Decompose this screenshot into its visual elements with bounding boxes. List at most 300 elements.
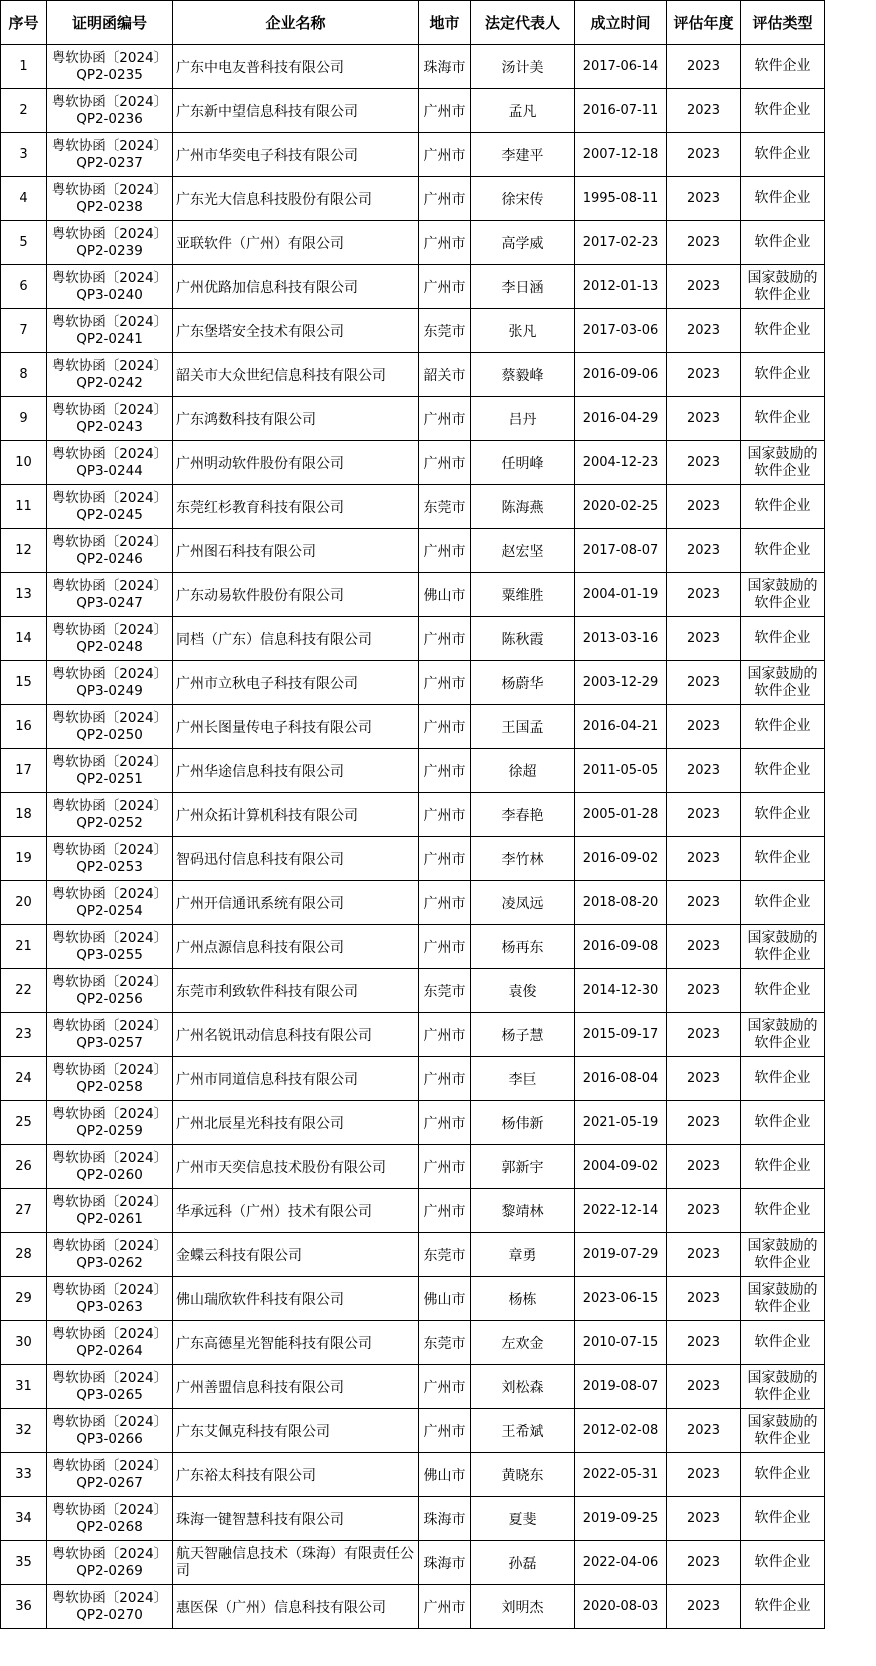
cell-city: 广州市: [419, 397, 471, 441]
table-row: [1, 1365, 825, 1409]
eval-type-line-1: 软件企业: [754, 542, 811, 558]
cell-eval-year: 2023: [667, 133, 741, 177]
cell-letter-number: [47, 749, 173, 793]
eval-type-line-2: 软件企业: [754, 946, 811, 963]
cell-city: 广州市: [419, 89, 471, 133]
cell-eval-year: 2023: [667, 925, 741, 969]
cell-city: 广州市: [419, 441, 471, 485]
cell-index: 1: [1, 45, 47, 89]
cell-letter-number: [47, 309, 173, 353]
cell-eval-type: [741, 353, 825, 397]
letter-number-prefix: 粤软协函〔2024〕: [51, 841, 168, 858]
cell-company-name: 广州善盟信息科技有限公司: [173, 1365, 419, 1409]
cell-city: 东莞市: [419, 309, 471, 353]
cell-city: 佛山市: [419, 1453, 471, 1497]
table-header-row: [1, 1, 825, 45]
cell-company-name: 东莞红杉教育科技有限公司: [173, 485, 419, 529]
eval-type-line-1: 软件企业: [754, 1114, 811, 1130]
cell-city: 广州市: [419, 705, 471, 749]
cell-founded-date: 2016-04-21: [575, 705, 667, 749]
eval-type-line-1: 软件企业: [754, 718, 811, 734]
cell-founded-date: 2016-09-06: [575, 353, 667, 397]
eval-type-line-2: 软件企业: [754, 594, 811, 611]
cell-eval-year: 2023: [667, 353, 741, 397]
cell-letter-number: [47, 1145, 173, 1189]
cell-eval-year: 2023: [667, 1101, 741, 1145]
cell-legal-rep: 陈海燕: [471, 485, 575, 529]
cell-eval-year: 2023: [667, 1145, 741, 1189]
cell-legal-rep: 黄晓东: [471, 1453, 575, 1497]
cell-city: 广州市: [419, 1057, 471, 1101]
cell-letter-number: [47, 1277, 173, 1321]
cell-eval-type: [741, 969, 825, 1013]
letter-number-code: QP2-0237: [76, 154, 143, 171]
table-row: [1, 1189, 825, 1233]
cell-index: 2: [1, 89, 47, 133]
letter-number-prefix: 粤软协函〔2024〕: [51, 1501, 168, 1518]
letter-number-code: QP2-0270: [76, 1606, 143, 1623]
cell-city: 广州市: [419, 793, 471, 837]
cell-founded-date: 2012-01-13: [575, 265, 667, 309]
letter-number-code: QP2-0258: [76, 1078, 143, 1095]
cell-index: 24: [1, 1057, 47, 1101]
letter-number-code: QP2-0238: [76, 198, 143, 215]
eval-type-line-1: 软件企业: [754, 630, 811, 646]
cell-eval-year: 2023: [667, 1189, 741, 1233]
table-row: [1, 661, 825, 705]
cell-index: 27: [1, 1189, 47, 1233]
cell-founded-date: 2017-03-06: [575, 309, 667, 353]
table-row: [1, 1057, 825, 1101]
cell-eval-year: 2023: [667, 441, 741, 485]
table-row: [1, 1101, 825, 1145]
cell-letter-number: [47, 353, 173, 397]
table-row: [1, 1585, 825, 1629]
cell-letter-number: [47, 969, 173, 1013]
cell-company-name: 华承远科（广州）技术有限公司: [173, 1189, 419, 1233]
cell-legal-rep: 李春艳: [471, 793, 575, 837]
table-row: [1, 1321, 825, 1365]
eval-type-line-1: 软件企业: [754, 894, 811, 910]
table-row: [1, 1233, 825, 1277]
cell-index: 33: [1, 1453, 47, 1497]
cell-index: 26: [1, 1145, 47, 1189]
letter-number-prefix: 粤软协函〔2024〕: [51, 1237, 168, 1254]
cell-company-name: 广州市同道信息科技有限公司: [173, 1057, 419, 1101]
cell-index: 35: [1, 1541, 47, 1585]
letter-number-code: QP3-0266: [76, 1430, 143, 1447]
letter-number-code: QP2-0243: [76, 418, 143, 435]
cell-index: 10: [1, 441, 47, 485]
cell-eval-year: 2023: [667, 1013, 741, 1057]
cell-company-name: 广州市天奕信息技术股份有限公司: [173, 1145, 419, 1189]
cell-legal-rep: 杨伟新: [471, 1101, 575, 1145]
letter-number-code: QP2-0260: [76, 1166, 143, 1183]
cell-letter-number: [47, 1233, 173, 1277]
table-row: [1, 1409, 825, 1453]
letter-number-prefix: 粤软协函〔2024〕: [51, 1281, 168, 1298]
eval-type-line-1: 软件企业: [754, 366, 811, 382]
cell-letter-number: [47, 617, 173, 661]
cell-city: 广州市: [419, 749, 471, 793]
letter-number-prefix: 粤软协函〔2024〕: [51, 225, 168, 242]
eval-type-line-2: 软件企业: [754, 1386, 811, 1403]
cell-eval-type: [741, 925, 825, 969]
cell-legal-rep: 徐超: [471, 749, 575, 793]
cell-company-name: 广东中电友普科技有限公司: [173, 45, 419, 89]
letter-number-prefix: 粤软协函〔2024〕: [51, 489, 168, 506]
cell-legal-rep: 刘明杰: [471, 1585, 575, 1629]
cell-index: 16: [1, 705, 47, 749]
letter-number-code: QP2-0261: [76, 1210, 143, 1227]
letter-number-prefix: 粤软协函〔2024〕: [51, 313, 168, 330]
cell-founded-date: 2004-12-23: [575, 441, 667, 485]
cell-legal-rep: 郭新宇: [471, 1145, 575, 1189]
letter-number-code: QP3-0257: [76, 1034, 143, 1051]
table-row: [1, 837, 825, 881]
cell-legal-rep: 陈秋霞: [471, 617, 575, 661]
cell-company-name: 广州北辰星光科技有限公司: [173, 1101, 419, 1145]
letter-number-prefix: 粤软协函〔2024〕: [51, 137, 168, 154]
eval-type-line-1: 国家鼓励的: [747, 577, 818, 594]
letter-number-prefix: 粤软协函〔2024〕: [51, 621, 168, 638]
cell-legal-rep: 杨栋: [471, 1277, 575, 1321]
letter-number-prefix: 粤软协函〔2024〕: [51, 1149, 168, 1166]
cell-company-name: 同档（广东）信息科技有限公司: [173, 617, 419, 661]
cell-company-name: 广州开信通讯系统有限公司: [173, 881, 419, 925]
letter-number-code: QP2-0251: [76, 770, 143, 787]
eval-type-line-1: 软件企业: [754, 146, 811, 162]
cell-eval-year: 2023: [667, 529, 741, 573]
cell-eval-year: 2023: [667, 1321, 741, 1365]
eval-type-line-2: 软件企业: [754, 286, 811, 303]
cell-eval-year: 2023: [667, 265, 741, 309]
cell-eval-year: 2023: [667, 749, 741, 793]
letter-number-code: QP2-0239: [76, 242, 143, 259]
eval-type-line-1: 软件企业: [754, 1158, 811, 1174]
cell-founded-date: 2004-09-02: [575, 1145, 667, 1189]
header-index: 序号: [1, 1, 47, 45]
cell-eval-type: [741, 1013, 825, 1057]
cell-city: 广州市: [419, 1013, 471, 1057]
cell-index: 8: [1, 353, 47, 397]
cell-legal-rep: 赵宏坚: [471, 529, 575, 573]
letter-number-code: QP2-0241: [76, 330, 143, 347]
eval-type-line-1: 软件企业: [754, 850, 811, 866]
cell-founded-date: 2011-05-05: [575, 749, 667, 793]
cell-legal-rep: 杨蔚华: [471, 661, 575, 705]
cell-eval-year: 2023: [667, 793, 741, 837]
cell-founded-date: 2019-07-29: [575, 1233, 667, 1277]
cell-legal-rep: 孙磊: [471, 1541, 575, 1585]
cell-city: 广州市: [419, 1189, 471, 1233]
cell-index: 36: [1, 1585, 47, 1629]
cell-eval-type: [741, 837, 825, 881]
cell-letter-number: [47, 1365, 173, 1409]
cell-index: 3: [1, 133, 47, 177]
letter-number-prefix: 粤软协函〔2024〕: [51, 709, 168, 726]
table-row: [1, 221, 825, 265]
letter-number-prefix: 粤软协函〔2024〕: [51, 93, 168, 110]
cell-index: 19: [1, 837, 47, 881]
cell-index: 5: [1, 221, 47, 265]
cell-legal-rep: 左欢金: [471, 1321, 575, 1365]
cell-company-name: 广州明动软件股份有限公司: [173, 441, 419, 485]
letter-number-prefix: 粤软协函〔2024〕: [51, 1325, 168, 1342]
cell-legal-rep: 李日涵: [471, 265, 575, 309]
eval-type-line-1: 软件企业: [754, 1070, 811, 1086]
letter-number-code: QP2-0267: [76, 1474, 143, 1491]
cell-letter-number: [47, 837, 173, 881]
cell-legal-rep: 刘松森: [471, 1365, 575, 1409]
cell-city: 广州市: [419, 1145, 471, 1189]
cell-legal-rep: 李巨: [471, 1057, 575, 1101]
cell-company-name: 广东新中望信息科技有限公司: [173, 89, 419, 133]
cell-company-name: 惠医保（广州）信息科技有限公司: [173, 1585, 419, 1629]
cell-letter-number: [47, 1497, 173, 1541]
cell-company-name: 广东裕太科技有限公司: [173, 1453, 419, 1497]
table-row: [1, 1541, 825, 1585]
cell-eval-year: 2023: [667, 881, 741, 925]
cell-founded-date: 2003-12-29: [575, 661, 667, 705]
cell-eval-type: [741, 397, 825, 441]
cell-eval-type: [741, 881, 825, 925]
letter-number-prefix: 粤软协函〔2024〕: [51, 929, 168, 946]
cell-letter-number: [47, 529, 173, 573]
cell-city: 韶关市: [419, 353, 471, 397]
table-row: [1, 485, 825, 529]
cell-founded-date: 2017-06-14: [575, 45, 667, 89]
letter-number-code: QP3-0240: [76, 286, 143, 303]
cell-index: 17: [1, 749, 47, 793]
letter-number-code: QP2-0235: [76, 66, 143, 83]
eval-type-line-1: 软件企业: [754, 762, 811, 778]
cell-company-name: 智码迅付信息科技有限公司: [173, 837, 419, 881]
cell-eval-year: 2023: [667, 1409, 741, 1453]
letter-number-code: QP2-0245: [76, 506, 143, 523]
letter-number-prefix: 粤软协函〔2024〕: [51, 797, 168, 814]
cell-index: 21: [1, 925, 47, 969]
eval-type-line-1: 软件企业: [754, 982, 811, 998]
letter-number-prefix: 粤软协函〔2024〕: [51, 181, 168, 198]
letter-number-code: QP2-0242: [76, 374, 143, 391]
table-row: [1, 617, 825, 661]
cell-city: 广州市: [419, 617, 471, 661]
eval-type-line-1: 国家鼓励的: [747, 1017, 818, 1034]
cell-company-name: 韶关市大众世纪信息科技有限公司: [173, 353, 419, 397]
eval-type-line-1: 软件企业: [754, 1510, 811, 1526]
cell-founded-date: 2005-01-28: [575, 793, 667, 837]
cell-eval-year: 2023: [667, 705, 741, 749]
cell-letter-number: [47, 1541, 173, 1585]
cell-eval-type: [741, 1057, 825, 1101]
table-row: [1, 1453, 825, 1497]
cell-eval-type: [741, 441, 825, 485]
cell-founded-date: 2016-07-11: [575, 89, 667, 133]
cell-eval-type: [741, 1145, 825, 1189]
cell-founded-date: 2014-12-30: [575, 969, 667, 1013]
cell-legal-rep: 任明峰: [471, 441, 575, 485]
header-eval-type: 评估类型: [741, 1, 825, 45]
letter-number-prefix: 粤软协函〔2024〕: [51, 269, 168, 286]
cell-eval-year: 2023: [667, 221, 741, 265]
letter-number-prefix: 粤软协函〔2024〕: [51, 401, 168, 418]
cell-founded-date: 2007-12-18: [575, 133, 667, 177]
cell-index: 25: [1, 1101, 47, 1145]
cell-city: 东莞市: [419, 485, 471, 529]
eval-type-line-1: 软件企业: [754, 1554, 811, 1570]
cell-letter-number: [47, 1409, 173, 1453]
cell-index: 18: [1, 793, 47, 837]
header-letter-number: 证明函编号: [47, 1, 173, 45]
cell-legal-rep: 章勇: [471, 1233, 575, 1277]
cell-legal-rep: 黎靖林: [471, 1189, 575, 1233]
cell-eval-type: [741, 793, 825, 837]
cell-eval-type: [741, 485, 825, 529]
eval-type-line-1: 国家鼓励的: [747, 1413, 818, 1430]
cell-founded-date: 2013-03-16: [575, 617, 667, 661]
table-body: [1, 45, 825, 1629]
cell-founded-date: 2022-12-14: [575, 1189, 667, 1233]
cell-founded-date: 2016-04-29: [575, 397, 667, 441]
table-row: [1, 441, 825, 485]
cell-legal-rep: 吕丹: [471, 397, 575, 441]
letter-number-code: QP2-0246: [76, 550, 143, 567]
cell-founded-date: 2015-09-17: [575, 1013, 667, 1057]
cell-company-name: 广州华途信息科技有限公司: [173, 749, 419, 793]
letter-number-prefix: 粤软协函〔2024〕: [51, 445, 168, 462]
cell-eval-type: [741, 1277, 825, 1321]
cell-founded-date: 2016-09-02: [575, 837, 667, 881]
table-row: [1, 45, 825, 89]
cell-letter-number: [47, 485, 173, 529]
cell-legal-rep: 李建平: [471, 133, 575, 177]
table-row: [1, 705, 825, 749]
cell-index: 28: [1, 1233, 47, 1277]
cell-eval-year: 2023: [667, 89, 741, 133]
cell-eval-type: [741, 309, 825, 353]
cell-city: 广州市: [419, 177, 471, 221]
cell-city: 珠海市: [419, 1541, 471, 1585]
letter-number-code: QP2-0264: [76, 1342, 143, 1359]
cell-founded-date: 2019-08-07: [575, 1365, 667, 1409]
letter-number-code: QP2-0236: [76, 110, 143, 127]
cell-founded-date: 2016-09-08: [575, 925, 667, 969]
table-row: [1, 1497, 825, 1541]
eval-type-line-1: 软件企业: [754, 1202, 811, 1218]
cell-index: 13: [1, 573, 47, 617]
cell-founded-date: 2022-05-31: [575, 1453, 667, 1497]
cell-legal-rep: 王国孟: [471, 705, 575, 749]
cell-eval-year: 2023: [667, 1057, 741, 1101]
cell-letter-number: [47, 925, 173, 969]
cell-eval-type: [741, 1497, 825, 1541]
cell-city: 广州市: [419, 1365, 471, 1409]
cell-eval-type: [741, 265, 825, 309]
eval-type-line-1: 软件企业: [754, 322, 811, 338]
cell-letter-number: [47, 881, 173, 925]
cell-founded-date: 1995-08-11: [575, 177, 667, 221]
cell-index: 11: [1, 485, 47, 529]
cell-legal-rep: 杨再东: [471, 925, 575, 969]
eval-type-line-1: 软件企业: [754, 1598, 811, 1614]
cell-company-name: 广东高德星光智能科技有限公司: [173, 1321, 419, 1365]
table-row: [1, 969, 825, 1013]
table-row: [1, 177, 825, 221]
cell-company-name: 广州市立秋电子科技有限公司: [173, 661, 419, 705]
cell-city: 广州市: [419, 1101, 471, 1145]
cell-eval-year: 2023: [667, 617, 741, 661]
cell-index: 4: [1, 177, 47, 221]
table-row: [1, 89, 825, 133]
table-row: [1, 793, 825, 837]
letter-number-code: QP2-0253: [76, 858, 143, 875]
letter-number-prefix: 粤软协函〔2024〕: [51, 885, 168, 902]
eval-type-line-2: 软件企业: [754, 462, 811, 479]
cell-company-name: 广东艾佩克科技有限公司: [173, 1409, 419, 1453]
cell-company-name: 航天智融信息技术（珠海）有限责任公司: [173, 1541, 419, 1585]
cell-index: 22: [1, 969, 47, 1013]
table-row: [1, 1013, 825, 1057]
cell-legal-rep: 王希斌: [471, 1409, 575, 1453]
cell-eval-type: [741, 133, 825, 177]
cell-city: 东莞市: [419, 969, 471, 1013]
cell-company-name: 广东光大信息科技股份有限公司: [173, 177, 419, 221]
cell-company-name: 广东堡塔安全技术有限公司: [173, 309, 419, 353]
cell-city: 广州市: [419, 925, 471, 969]
letter-number-code: QP2-0256: [76, 990, 143, 1007]
eval-type-line-2: 软件企业: [754, 1298, 811, 1315]
cell-index: 12: [1, 529, 47, 573]
letter-number-code: QP2-0250: [76, 726, 143, 743]
cell-eval-year: 2023: [667, 309, 741, 353]
cell-eval-type: [741, 749, 825, 793]
letter-number-code: QP3-0262: [76, 1254, 143, 1271]
eval-type-line-1: 软件企业: [754, 806, 811, 822]
cell-company-name: 广州优路加信息科技有限公司: [173, 265, 419, 309]
cell-letter-number: [47, 177, 173, 221]
cell-city: 广州市: [419, 661, 471, 705]
letter-number-code: QP3-0249: [76, 682, 143, 699]
cell-eval-type: [741, 617, 825, 661]
cell-letter-number: [47, 1101, 173, 1145]
cell-eval-year: 2023: [667, 573, 741, 617]
cell-company-name: 东莞市利致软件科技有限公司: [173, 969, 419, 1013]
letter-number-prefix: 粤软协函〔2024〕: [51, 49, 168, 66]
letter-number-prefix: 粤软协函〔2024〕: [51, 753, 168, 770]
letter-number-code: QP2-0259: [76, 1122, 143, 1139]
cell-letter-number: [47, 1013, 173, 1057]
header-eval-year: 评估年度: [667, 1, 741, 45]
cell-city: 广州市: [419, 265, 471, 309]
cell-eval-year: 2023: [667, 1365, 741, 1409]
cell-letter-number: [47, 265, 173, 309]
cell-eval-type: [741, 705, 825, 749]
cell-city: 佛山市: [419, 1277, 471, 1321]
letter-number-code: QP3-0244: [76, 462, 143, 479]
cell-founded-date: 2012-02-08: [575, 1409, 667, 1453]
eval-type-line-1: 国家鼓励的: [747, 1281, 818, 1298]
table-row: [1, 133, 825, 177]
table-row: [1, 1277, 825, 1321]
header-company-name: 企业名称: [173, 1, 419, 45]
letter-number-prefix: 粤软协函〔2024〕: [51, 1545, 168, 1562]
cell-legal-rep: 张凡: [471, 309, 575, 353]
cell-letter-number: [47, 1321, 173, 1365]
table-row: [1, 573, 825, 617]
cell-eval-type: [741, 1321, 825, 1365]
cell-founded-date: 2018-08-20: [575, 881, 667, 925]
